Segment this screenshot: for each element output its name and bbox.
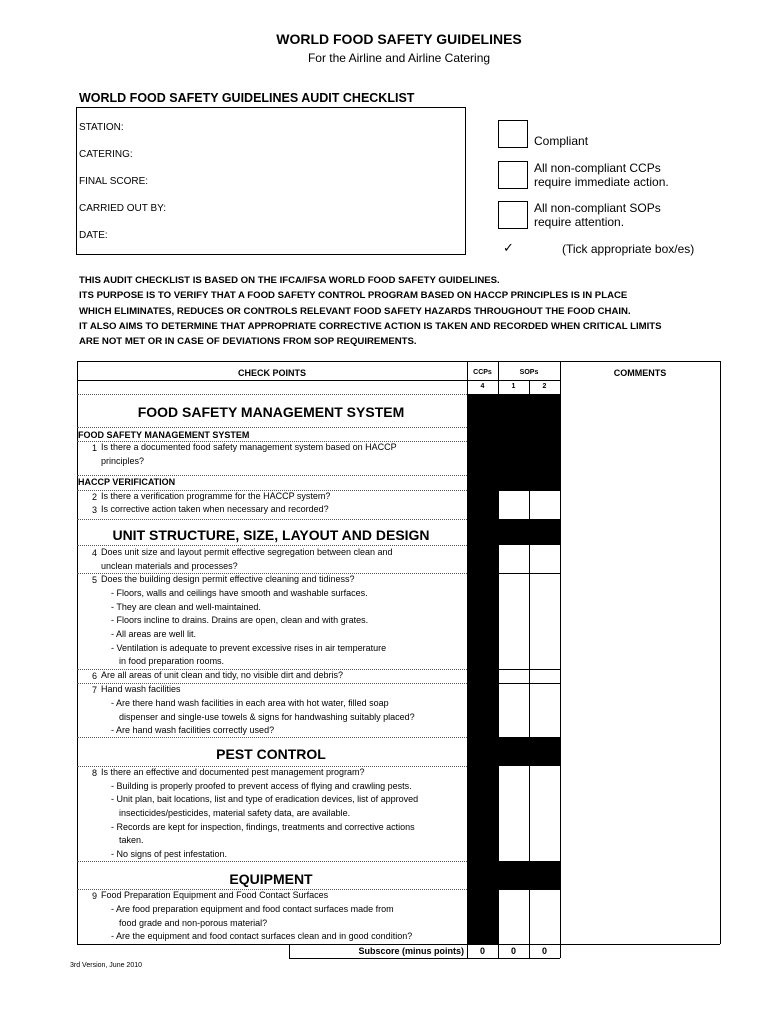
list-item: Is there an effective and documented pest management program? (101, 767, 365, 777)
na-block (467, 545, 499, 737)
list-item: Hand wash facilities (101, 684, 181, 694)
list-item: - Building is properly proofed to prevent access of flying and crawling pests. (111, 781, 412, 791)
item-number: 9 (92, 891, 98, 901)
list-item: taken. (119, 835, 144, 845)
na-block (467, 519, 560, 545)
ccp-checkbox[interactable] (498, 161, 528, 189)
list-item: Is there a verification programme for the HACCP system? (101, 491, 331, 501)
sop-points-1: 1 (511, 383, 516, 390)
section-heading: FOOD SAFETY MANAGEMENT SYSTEM (137, 404, 405, 420)
audit-checklist-heading: WORLD FOOD SAFETY GUIDELINES AUDIT CHECKLIST (79, 91, 415, 105)
list-item: insecticides/pesticides, material safety data, are available. (119, 808, 351, 818)
list-item: in food preparation rooms. (119, 656, 225, 666)
tick-instruction: (Tick appropriate box/es) (562, 242, 695, 256)
ccp-note: All non-compliant CCPs require immediate action. (534, 161, 669, 189)
col-ccps: CCPs (473, 369, 492, 376)
na-block (467, 861, 560, 889)
subscore-sop-2: 0 (541, 946, 547, 956)
item-number: 1 (92, 443, 98, 453)
list-item: food grade and non-porous material? (119, 918, 268, 928)
item-number: 8 (92, 768, 98, 778)
na-block (467, 766, 499, 861)
na-block (467, 737, 560, 766)
list-item: - Records are kept for inspection, findings, treatments and corrective actions (111, 822, 415, 832)
compliant-label: Compliant (534, 134, 589, 148)
compliant-checkbox[interactable] (498, 120, 528, 148)
ccp-points: 4 (480, 383, 485, 390)
col-sops: SOPs (519, 369, 539, 376)
item-number: 2 (92, 492, 98, 502)
section-heading: PEST CONTROL (216, 746, 326, 762)
carried-out-by-field[interactable]: CARRIED OUT BY: (79, 203, 167, 214)
list-item: - Are the equipment and food contact surfaces clean and in good condition? (111, 931, 413, 941)
list-item: - They are clean and well-maintained. (111, 602, 261, 612)
list-item: Does unit size and layout permit effective segregation between clean and unclean materials and processes? (101, 547, 393, 571)
list-item: - Floors, walls and ceilings have smooth and washable surfaces. (111, 588, 368, 598)
na-block (467, 394, 560, 490)
tick-mark-icon: ✓ (503, 240, 514, 255)
list-item: Food Preparation Equipment and Food Contact Surfaces (101, 890, 329, 900)
subsection-heading: HACCP VERIFICATION (78, 477, 176, 487)
audit-info-box (76, 107, 466, 255)
na-block (467, 889, 499, 944)
subscore-label: Subscore (minus points) (358, 946, 464, 956)
list-item: - Are food preparation equipment and food contact surfaces made from (111, 904, 394, 914)
list-item: dispenser and single-use towels & signs for handwashing suitably placed? (119, 712, 415, 722)
item-number: 5 (92, 575, 98, 585)
version-footer: 3rd Version, June 2010 (70, 962, 142, 969)
subscore-sop-1: 0 (510, 946, 516, 956)
list-item: - Are there hand wash facilities in each area with hot water, filled soap (111, 698, 389, 708)
col-comments: COMMENTS (613, 368, 667, 378)
list-item: - Ventilation is adequate to prevent excessive rises in air temperature (111, 643, 387, 653)
date-field[interactable]: DATE: (79, 230, 108, 241)
sop-points-2: 2 (542, 383, 547, 390)
list-item: - Unit plan, bait locations, list and type of eradication devices, list of approved (111, 794, 419, 804)
document-title: WORLD FOOD SAFETY GUIDELINES (276, 31, 522, 47)
list-item: Are all areas of unit clean and tidy, no visible dirt and debris? (101, 670, 343, 680)
item-number: 6 (92, 671, 98, 681)
item-number: 3 (92, 505, 98, 515)
list-item: - No signs of pest infestation. (111, 849, 228, 859)
item-number: 4 (92, 548, 98, 558)
item-number: 7 (92, 685, 98, 695)
list-item: - Are hand wash facilities correctly used? (111, 725, 275, 735)
list-item: - All areas are well lit. (111, 629, 197, 639)
intro-paragraph: THIS AUDIT CHECKLIST IS BASED ON THE IFCA/IFSA WORLD FOOD SAFETY GUIDELINES. ITS PURPOSE IS TO VERIFY THAT A FOOD SAFETY CONTROL PROGRAM BASED ON HACCP PRINCIPLES IS IN PLACE WHICH ELIMINATES, REDUCES OR CONTROLS RELEVANT FOOD SAFETY HAZARDS THROUGHOUT THE FOOD CHAIN. IT ALSO AIMS TO DETERMINE THAT APPROPRIATE CORRECTIVE ACTION IS TAKEN AND RECORDED WHEN CRITICAL LIMITS ARE NOT MET OR IN CASE OF DEVIATIONS FROM SOP REQUIREMENTS. (79, 275, 662, 348)
document-subtitle: For the Airline and Airline Catering (307, 51, 491, 65)
station-field[interactable]: STATION: (79, 122, 124, 133)
sop-note: All non-compliant SOPs require attention. (534, 201, 661, 229)
section-heading: UNIT STRUCTURE, SIZE, LAYOUT AND DESIGN (112, 527, 430, 543)
subsection-heading: FOOD SAFETY MANAGEMENT SYSTEM (78, 430, 250, 440)
list-item: Is corrective action taken when necessary and recorded? (101, 504, 329, 514)
list-item: Does the building design permit effective cleaning and tidiness? (101, 574, 355, 584)
list-item: - Floors incline to drains. Drains are open, clean and with grates. (111, 615, 369, 625)
sop-checkbox[interactable] (498, 201, 528, 229)
subscore-ccp: 0 (479, 946, 485, 956)
final-score-field[interactable]: FINAL SCORE: (79, 176, 149, 187)
na-block (467, 490, 499, 519)
list-item: Is there a documented food safety management system based on HACCP principles? (101, 442, 397, 466)
checklist-table (77, 361, 720, 958)
catering-field[interactable]: CATERING: (79, 149, 133, 160)
col-checkpoints: CHECK POINTS (237, 368, 306, 378)
section-heading: EQUIPMENT (229, 871, 313, 887)
